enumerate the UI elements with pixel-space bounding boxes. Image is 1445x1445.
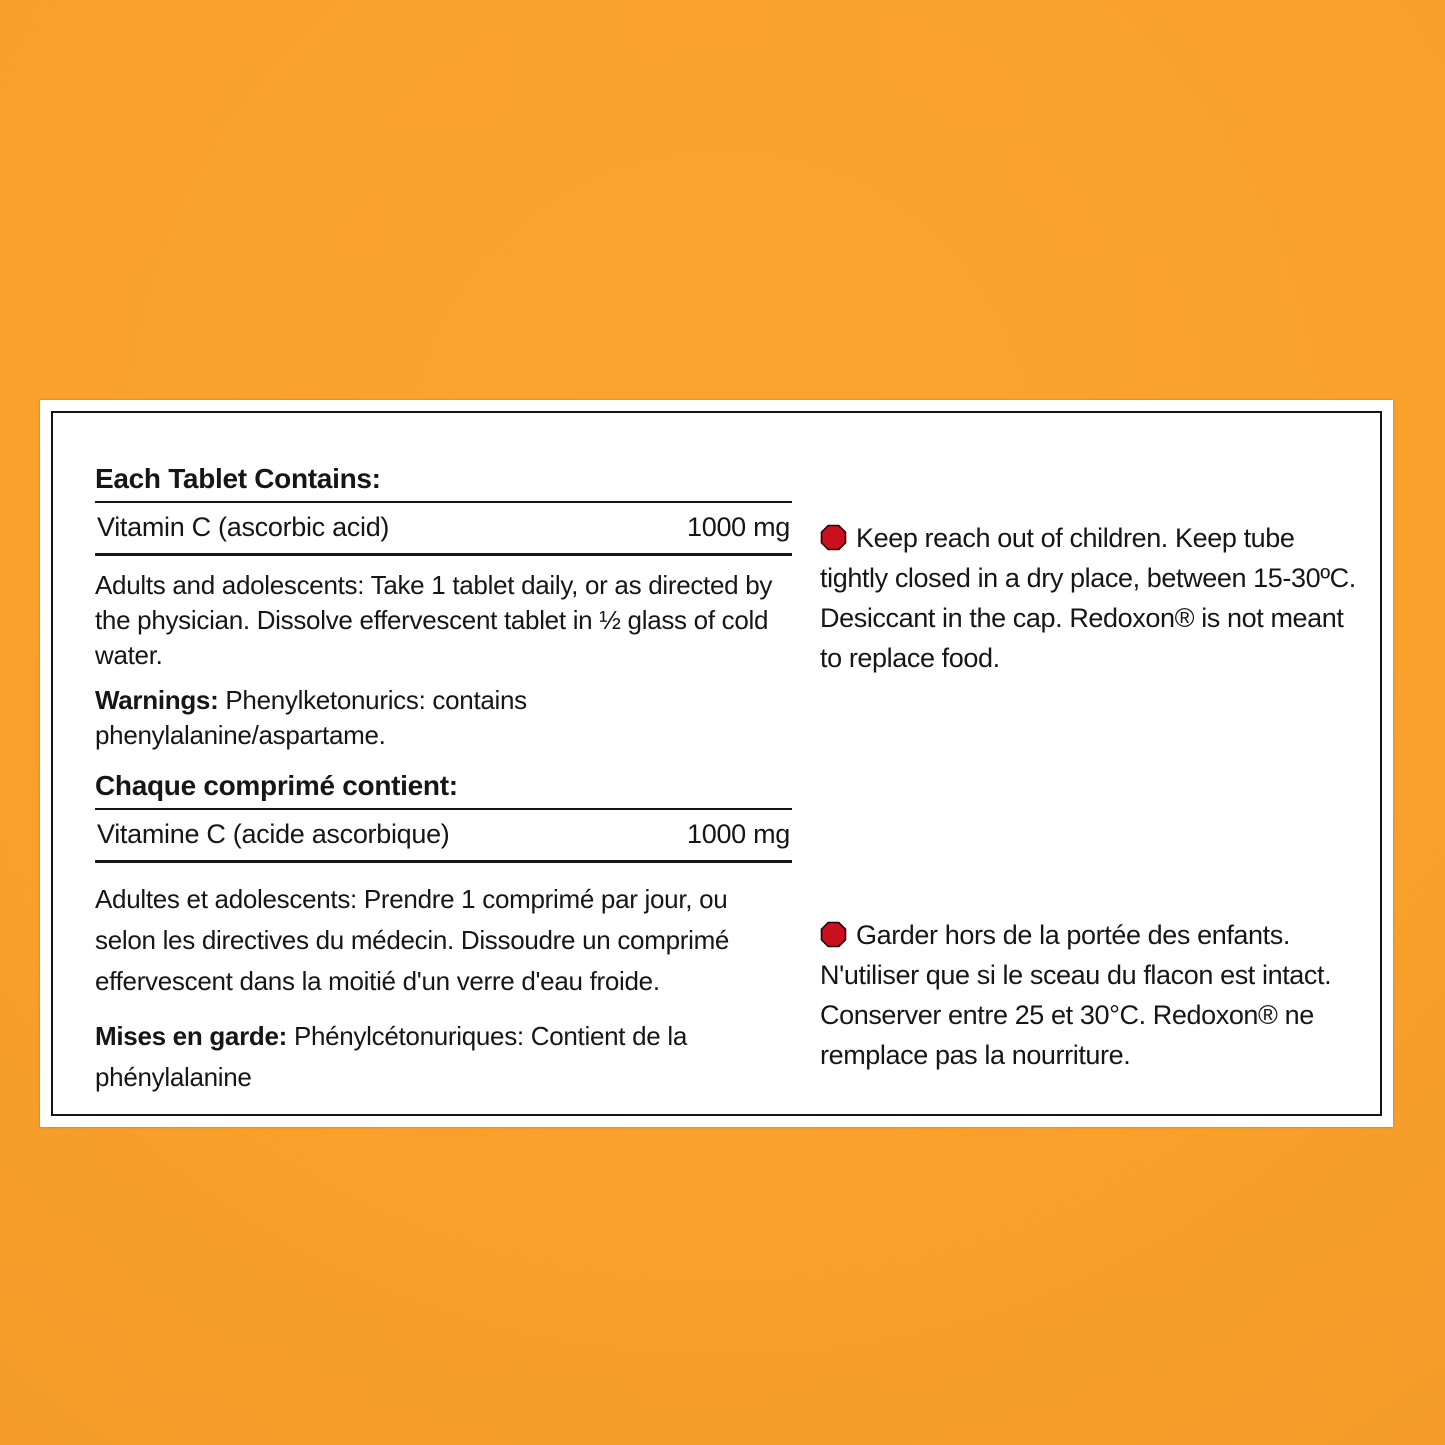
warnings-label-fr: Mises en garde: [95, 1021, 288, 1051]
caution-block-en [820, 518, 1365, 678]
facts-header-en: Each Tablet Contains: [95, 462, 792, 503]
warnings-fr [95, 1016, 792, 1098]
facts-row-en [95, 503, 792, 556]
caution-block-fr [820, 915, 1365, 1075]
ingredient-name-fr: Vitamine C (acide ascorbique) [97, 819, 450, 849]
warnings-text-en: Phenylketonurics: contains phenylalanine/aspartame. [95, 685, 527, 750]
facts-header-fr: Chaque comprimé contient: [95, 769, 792, 810]
warnings-label-en: Warnings: [95, 685, 219, 715]
warnings-text-fr: Phénylcétonuriques: Contient de la phénylalanine [95, 1021, 688, 1092]
label-panel [40, 400, 1393, 1127]
directions-en: Adults and adolescents: Take 1 tablet daily, or as directed by the physician. Dissolve effervescent tablet in ½ glass of cold water. [95, 570, 773, 670]
ingredient-name-en: Vitamin C (ascorbic acid) [97, 512, 390, 542]
ingredient-amount-en: 1000 mg [687, 512, 790, 542]
directions-fr: Adultes et adolescents: Prendre 1 comprimé par jour, ou selon les directives du médecin. Dissoudre un comprimé effervescent dans la moitié d'un verre d'eau froide. [95, 884, 730, 996]
facts-section-fr [95, 769, 792, 1098]
ingredients-column [95, 462, 792, 1098]
caution-text-fr: Garder hors de la portée des enfants. N'utiliser que si le sceau du flacon est intact. Conserver entre 25 et 30°C. Redoxon® ne remplace pas la nourriture. [820, 920, 1332, 1070]
facts-section-en [95, 462, 792, 753]
caution-text-en: Keep reach out of children. Keep tube tightly closed in a dry place, between 15-30ºC. Desiccant in the cap. Redoxon® is not meant to replace food. [820, 523, 1356, 673]
stop-octagon-icon [820, 524, 847, 551]
ingredient-amount-fr: 1000 mg [687, 819, 790, 849]
warnings-en [95, 683, 792, 753]
facts-row-fr [95, 810, 792, 863]
stop-octagon-icon [820, 921, 847, 948]
